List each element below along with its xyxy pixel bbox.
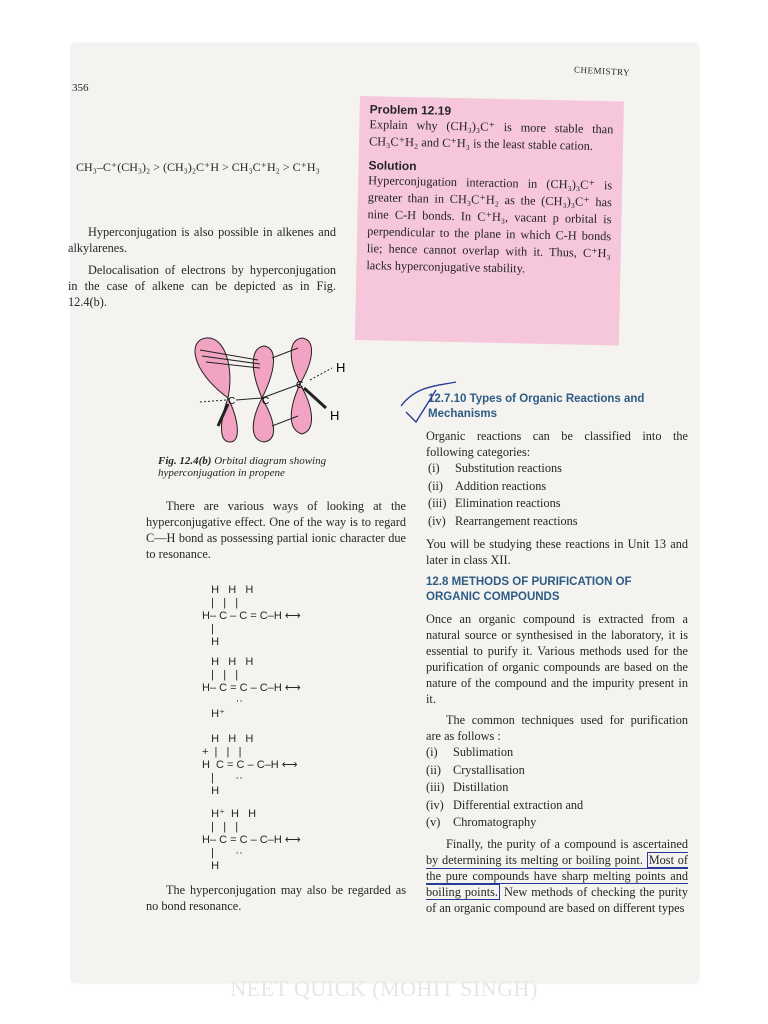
list-item: (iii) Elimination reactions <box>428 496 561 510</box>
hyperconjugation-para-2: Delocalisation of electrons by hyperconjugation in the case of alkene can be depicted as in Fig. 12.4(b). <box>68 263 336 309</box>
techniques-intro: The common techniques used for purification are as follows : <box>426 713 688 743</box>
solution-text: Hyperconjugation interaction in (CH₃)₃C⁺ is greater than in CH₃C⁺H₂ as the (CH₃)₃C⁺ has nine C-H bonds. In C⁺H₃, vacant p orbital is perpendicular to the plane in which C-H bonds lie; hence cannot overlap with it. Thus, C⁺H₃ lacks hyperconjugative stability. <box>366 173 613 276</box>
list-item: (v) Chromatography <box>426 815 537 829</box>
purification-para: Once an organic compound is extracted from a natural source or synthesised in the laboratory, it is essential to purify it. Various methods used for the purification of organic compounds are based on the nature of the compound and the impurity present in it. <box>426 612 688 706</box>
no-bond-resonance-para: The hyperconjugation may also be regarded as no bond resonance. <box>146 883 406 913</box>
list-item: (ii) Crystallisation <box>426 762 525 777</box>
section-purification-heading <box>426 575 688 605</box>
handwritten-tick-annotation <box>396 376 486 426</box>
hashed-bond-right <box>310 368 332 380</box>
figure-caption <box>158 455 388 479</box>
book-title: CHEMISTRY <box>573 64 631 78</box>
resonance-structure-4: H⁺ H H | | | H– C = C – C–H ⟷ | ·· H <box>202 808 301 872</box>
solution-title: Solution <box>368 158 417 174</box>
list-item: (i) Substitution reactions <box>428 461 562 475</box>
study-note: You will be studying these reactions in Unit 13 and later in class XII. <box>426 537 688 567</box>
page-number: 356 <box>72 82 89 94</box>
orbital-lobe-right-top <box>291 338 311 384</box>
orbital-lobe-left-top <box>195 338 230 398</box>
list-item: (ii) Addition reactions <box>428 478 547 493</box>
carbon-label-1: C <box>228 396 236 407</box>
watermark-footer: NEET QUICK (MOHIT SINGH) <box>230 976 538 1001</box>
list-item: (i) Sublimation <box>426 745 514 759</box>
carbon-label-3: C <box>296 380 304 391</box>
section-number-12-7-10: 12.7.10 <box>428 393 467 405</box>
orbital-diagram-figure <box>180 330 360 450</box>
purity-highlight: Most of the pure compounds have sharp melting points and boiling points. <box>426 853 688 899</box>
purity-text-c: New methods of checking the purity of an organic compound are based on different types <box>426 885 688 915</box>
techniques-list <box>426 744 686 832</box>
resonance-structure-1: H H H | | | H– C – C = C–H ⟷ | H <box>202 584 301 648</box>
problem-question: Explain why (CH₃)₃C⁺ is more stable than CH₃C⁺H₂ and C⁺H₃ is the least stable cation. <box>368 117 614 153</box>
purity-paragraph <box>426 836 688 916</box>
problem-box <box>355 96 624 345</box>
hashed-bond-left <box>200 400 226 402</box>
hyperconjugation-para-3: There are various ways of looking at the hyperconjugative effect. One of the way is to regard C—H bond as possessing partial ionic character due to resonance. <box>146 499 406 561</box>
section-title-purification: METHODS OF PURIFICATION OF ORGANIC COMPOUNDS <box>426 576 632 603</box>
figure-number: Fig. 12.4(b) <box>158 455 212 467</box>
reaction-categories-list <box>428 460 688 530</box>
problem-title: Problem 12.19 <box>369 102 452 118</box>
hyperconjugation-para-1: Hyperconjugation is also possible in alkenes and alkylarenes. <box>68 225 336 255</box>
hydrogen-label-bottom: H <box>330 408 340 423</box>
purity-text-a: Finally, the purity of a compound is ascertained by determining its melting or boiling point. <box>426 837 688 867</box>
reactions-intro: Organic reactions can be classified into the following categories: <box>426 429 688 459</box>
list-item: (iv) Differential extraction and <box>426 797 584 812</box>
section-number-12-8: 12.8 <box>426 576 449 588</box>
resonance-structure-2: H H H | | | H– C = C – C–H ⟷ ·· H⁺ <box>202 656 301 720</box>
orbital-lobe-mid-top <box>253 346 273 398</box>
resonance-structure-3: H H H + | | | H C = C – C–H ⟷ | ·· H <box>202 733 298 797</box>
list-item: (iii) Distillation <box>426 780 509 794</box>
stability-order-equation: CH₃–C⁺(CH₃)₂ > (CH₃)₂C⁺H > CH₃C⁺H₂ > C⁺H₃ <box>76 160 320 174</box>
hydrogen-label-top: H <box>336 360 346 375</box>
sigma-bond-1 <box>236 398 262 400</box>
figure-caption-text: Orbital diagram showing hyperconjugation in propene <box>158 455 327 479</box>
section-title-types: Types of Organic Reactions and Mechanisms <box>428 393 645 420</box>
carbon-label-2: C <box>262 396 270 407</box>
list-item: (iv) Rearrangement reactions <box>428 513 578 528</box>
